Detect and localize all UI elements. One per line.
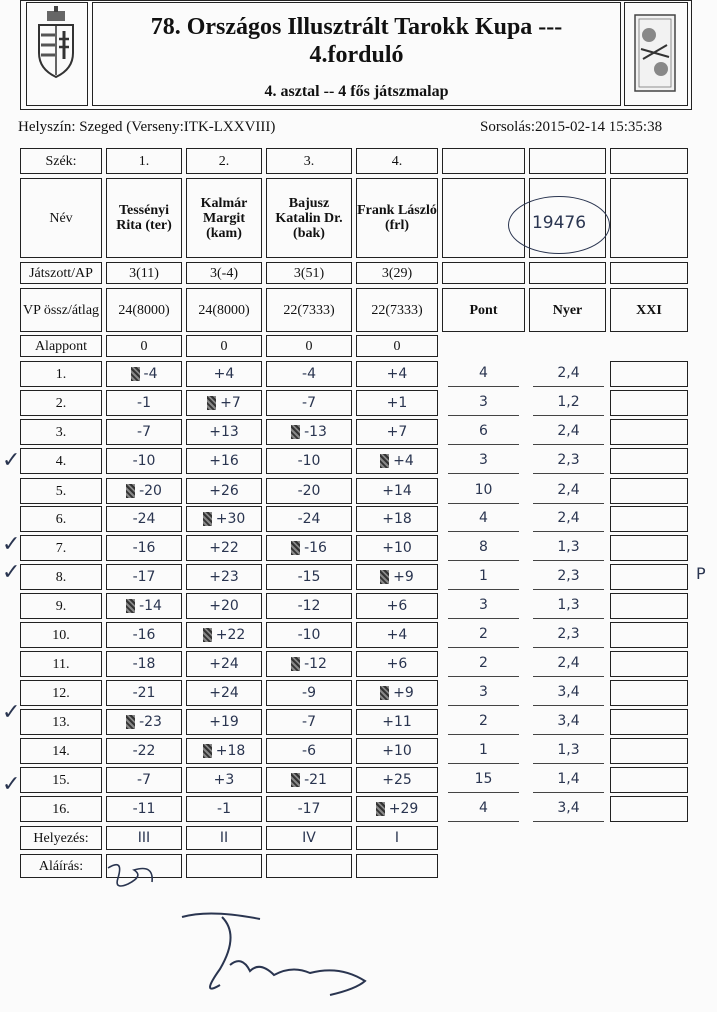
score-cell <box>356 680 438 706</box>
score-value: -7 <box>302 394 316 411</box>
score-value: -10 <box>297 452 321 469</box>
pont-value: 4 <box>448 796 519 822</box>
round-number: 14. <box>20 738 102 764</box>
score-cell <box>356 478 438 504</box>
player-name: Frank László (frl) <box>356 178 438 258</box>
empty-cell <box>442 148 525 174</box>
pont-value: 10 <box>448 478 519 504</box>
score-value: +9 <box>393 684 414 701</box>
score-cell <box>106 361 182 387</box>
score-value: +16 <box>209 452 239 469</box>
pont-value: 1 <box>448 564 519 590</box>
margin-tick: ✓ <box>2 448 21 473</box>
margin-mark: P <box>696 564 706 583</box>
score-cell <box>266 709 352 735</box>
score-cell <box>186 738 262 764</box>
score-value: -21 <box>304 771 327 788</box>
score-cell <box>106 419 182 445</box>
score-value: -24 <box>297 510 321 527</box>
score-value: +7 <box>386 423 408 440</box>
vp-label: VP össz/átlag <box>20 288 102 332</box>
pont-value: 3 <box>448 680 519 706</box>
score-value: +13 <box>209 423 239 440</box>
score-value: +1 <box>386 394 408 411</box>
score-value: +4 <box>386 626 408 643</box>
score-cell <box>186 361 262 387</box>
score-cell <box>106 767 182 793</box>
score-value: -22 <box>132 742 156 759</box>
dealer-mark-icon <box>291 541 300 555</box>
score-cell <box>266 680 352 706</box>
score-cell <box>356 593 438 619</box>
score-cell <box>186 506 262 532</box>
place-label: Helyezés: <box>20 826 102 850</box>
score-value: +26 <box>209 482 239 499</box>
score-value: -20 <box>139 482 162 499</box>
dealer-mark-icon <box>291 657 300 671</box>
player-name: Kalmár Margit (kam) <box>186 178 262 258</box>
xxi-cell <box>610 478 688 504</box>
pont-value: 8 <box>448 535 519 561</box>
xxi-cell <box>610 738 688 764</box>
seat-number: 4. <box>356 148 438 174</box>
round-number: 3. <box>20 419 102 445</box>
score-value: -23 <box>139 713 162 730</box>
pont-value: 15 <box>448 767 519 793</box>
empty-cell <box>529 262 606 284</box>
round-number: 1. <box>20 361 102 387</box>
margin-tick: ✓ <box>2 700 21 725</box>
score-value: -18 <box>132 655 156 672</box>
nyer-value: 2,4 <box>533 506 604 532</box>
played-value: 3(51) <box>266 262 352 284</box>
score-value: -12 <box>297 597 321 614</box>
score-cell <box>266 506 352 532</box>
score-value: +24 <box>209 655 239 672</box>
score-value: -16 <box>132 539 156 556</box>
score-cell <box>186 478 262 504</box>
location-text: Helyszín: Szeged (Verseny:ITK-LXXVIII) <box>18 119 276 135</box>
score-value: -17 <box>132 568 156 585</box>
place-value: I <box>356 826 438 850</box>
signature-cell <box>356 854 438 878</box>
score-value: -7 <box>137 423 151 440</box>
nyer-value: 1,3 <box>533 535 604 561</box>
score-value: -10 <box>297 626 321 643</box>
nyer-value: 2,4 <box>533 478 604 504</box>
played-value: 3(-4) <box>186 262 262 284</box>
score-cell <box>356 767 438 793</box>
score-cell <box>266 767 352 793</box>
score-cell <box>186 680 262 706</box>
empty-cell <box>610 148 688 174</box>
score-cell <box>356 535 438 561</box>
dealer-mark-icon <box>203 744 212 758</box>
score-value: +4 <box>386 365 408 382</box>
score-cell <box>106 651 182 677</box>
nyer-value: 3,4 <box>533 709 604 735</box>
dealer-mark-icon <box>203 512 212 526</box>
score-cell <box>106 535 182 561</box>
nyer-value: 1,4 <box>533 767 604 793</box>
score-cell <box>266 478 352 504</box>
round-number: 5. <box>20 478 102 504</box>
score-cell <box>266 390 352 416</box>
score-cell <box>106 506 182 532</box>
score-value: +30 <box>215 510 246 527</box>
score-cell <box>356 709 438 735</box>
score-value: -14 <box>139 597 162 614</box>
score-cell <box>106 622 182 648</box>
coat-of-arms <box>26 2 88 106</box>
dealer-mark-icon <box>291 773 300 787</box>
score-value: -9 <box>302 684 316 701</box>
seat-label: Szék: <box>20 148 102 174</box>
score-cell <box>106 448 182 474</box>
pont-value: 2 <box>448 651 519 677</box>
score-value: -21 <box>132 684 156 701</box>
score-cell <box>186 796 262 822</box>
xxi-cell <box>610 419 688 445</box>
score-cell <box>266 535 352 561</box>
initials-signature <box>104 858 164 894</box>
score-value: -12 <box>304 655 327 672</box>
nyer-value: 2,4 <box>533 361 604 387</box>
score-cell <box>266 361 352 387</box>
player-name: Bajusz Katalin Dr. (bak) <box>266 178 352 258</box>
dealer-mark-icon <box>380 454 389 468</box>
score-cell <box>266 419 352 445</box>
score-cell <box>356 738 438 764</box>
score-value: +25 <box>382 771 412 788</box>
score-value: -4 <box>143 365 158 382</box>
coat-of-arms-icon <box>27 3 85 103</box>
dealer-mark-icon <box>380 570 389 584</box>
score-cell <box>106 738 182 764</box>
score-cell <box>356 564 438 590</box>
score-value: -16 <box>304 539 327 556</box>
score-value: +22 <box>209 539 239 556</box>
score-cell <box>266 651 352 677</box>
base-value: 0 <box>356 335 438 357</box>
dealer-mark-icon <box>126 715 135 729</box>
xxi-cell <box>610 651 688 677</box>
score-value: +4 <box>213 365 235 382</box>
xxi-cell <box>610 680 688 706</box>
empty-cell <box>442 262 525 284</box>
vp-value: 22(7333) <box>356 288 438 332</box>
score-cell <box>186 419 262 445</box>
score-value: -7 <box>137 771 151 788</box>
xxi-cell <box>610 564 688 590</box>
xxi-cell <box>610 390 688 416</box>
xxi-cell <box>610 535 688 561</box>
vp-value: 24(8000) <box>186 288 262 332</box>
score-cell <box>356 448 438 474</box>
signature-cell <box>186 854 262 878</box>
round-number: 7. <box>20 535 102 561</box>
round-number: 15. <box>20 767 102 793</box>
score-value: +19 <box>209 713 239 730</box>
score-value: +6 <box>386 597 408 614</box>
pont-value: 4 <box>448 361 519 387</box>
xxi-cell <box>610 622 688 648</box>
place-value: III <box>106 826 182 850</box>
place-value: II <box>186 826 262 850</box>
round-number: 10. <box>20 622 102 648</box>
xxi-cell <box>610 448 688 474</box>
signature <box>180 905 380 1000</box>
signature-cell <box>266 854 352 878</box>
score-value: +7 <box>220 394 241 411</box>
score-value: +11 <box>382 713 412 730</box>
nyer-value: 3,4 <box>533 680 604 706</box>
pont-value: 2 <box>448 709 519 735</box>
score-value: -13 <box>304 423 327 440</box>
seat-number: 3. <box>266 148 352 174</box>
score-cell <box>356 796 438 822</box>
score-value: +18 <box>382 510 412 527</box>
nyer-value: 2,3 <box>533 564 604 590</box>
score-cell <box>186 651 262 677</box>
round-number: 16. <box>20 796 102 822</box>
score-value: +29 <box>388 800 419 817</box>
score-cell <box>106 593 182 619</box>
margin-tick: ✓ <box>2 560 21 585</box>
score-cell <box>186 709 262 735</box>
nyer-header: Nyer <box>529 288 606 332</box>
vp-value: 22(7333) <box>266 288 352 332</box>
score-value: +10 <box>382 539 412 556</box>
score-cell <box>266 738 352 764</box>
score-cell <box>356 651 438 677</box>
dealer-mark-icon <box>291 425 300 439</box>
empty-cell <box>610 262 688 284</box>
score-cell <box>266 622 352 648</box>
score-cell <box>186 767 262 793</box>
draw-time-text: Sorsolás:2015-02-14 15:35:38 <box>480 119 663 135</box>
score-value: -1 <box>217 800 231 817</box>
base-value: 0 <box>186 335 262 357</box>
tarot-card <box>624 2 688 106</box>
score-cell <box>356 622 438 648</box>
base-label: Alappont <box>20 335 102 357</box>
score-value: +18 <box>215 742 246 759</box>
xxi-cell <box>610 593 688 619</box>
score-value: -24 <box>132 510 156 527</box>
score-value: +9 <box>393 568 414 585</box>
round-number: 11. <box>20 651 102 677</box>
score-value: -15 <box>297 568 321 585</box>
pont-value: 6 <box>448 419 519 445</box>
player-name: Tessényi Rita (ter) <box>106 178 182 258</box>
score-cell <box>106 796 182 822</box>
pont-value: 1 <box>448 738 519 764</box>
score-value: +14 <box>382 482 412 499</box>
round-number: 12. <box>20 680 102 706</box>
score-cell <box>186 390 262 416</box>
margin-tick: ✓ <box>2 532 21 557</box>
dealer-mark-icon <box>380 686 389 700</box>
played-label: Játszott/AP <box>20 262 102 284</box>
score-value: -6 <box>302 742 316 759</box>
score-value: -4 <box>302 365 316 382</box>
dealer-mark-icon <box>376 802 385 816</box>
round-number: 2. <box>20 390 102 416</box>
score-cell <box>106 478 182 504</box>
vp-value: 24(8000) <box>106 288 182 332</box>
pont-value: 3 <box>448 448 519 474</box>
score-cell <box>186 564 262 590</box>
seat-number: 2. <box>186 148 262 174</box>
nyer-value: 2,4 <box>533 419 604 445</box>
nyer-value: 1,3 <box>533 593 604 619</box>
score-cell <box>186 448 262 474</box>
page-subtitle: 4. asztal -- 4 fős játszmalap <box>264 83 449 100</box>
xxi-cell <box>610 506 688 532</box>
score-value: +20 <box>209 597 239 614</box>
signature-label: Aláírás: <box>20 854 102 878</box>
score-value: -10 <box>132 452 156 469</box>
score-cell <box>356 390 438 416</box>
xxi-cell <box>610 767 688 793</box>
score-cell <box>356 361 438 387</box>
score-value: +24 <box>209 684 239 701</box>
score-value: -20 <box>297 482 321 499</box>
score-cell <box>106 680 182 706</box>
seat-number: 1. <box>106 148 182 174</box>
dealer-mark-icon <box>207 396 216 410</box>
pont-value: 2 <box>448 622 519 648</box>
xxi-cell <box>610 709 688 735</box>
pont-value: 3 <box>448 593 519 619</box>
title-block <box>92 2 621 106</box>
score-value: -16 <box>132 626 156 643</box>
dealer-mark-icon <box>126 484 135 498</box>
empty-cell <box>529 148 606 174</box>
round-number: 4. <box>20 448 102 474</box>
xxi-header: XXI <box>610 288 688 332</box>
score-cell <box>106 709 182 735</box>
round-number: 13. <box>20 709 102 735</box>
dealer-mark-icon <box>126 599 135 613</box>
base-value: 0 <box>106 335 182 357</box>
base-value: 0 <box>266 335 352 357</box>
margin-tick: ✓ <box>2 772 21 797</box>
played-value: 3(11) <box>106 262 182 284</box>
pont-value: 3 <box>448 390 519 416</box>
nyer-value: 2,3 <box>533 448 604 474</box>
xxi-cell <box>610 361 688 387</box>
pont-value: 4 <box>448 506 519 532</box>
score-cell <box>266 593 352 619</box>
dealer-mark-icon <box>131 367 140 381</box>
score-cell <box>106 564 182 590</box>
score-value: +22 <box>215 626 246 643</box>
score-cell <box>266 796 352 822</box>
name-label: Név <box>20 178 102 258</box>
place-value: IV <box>266 826 352 850</box>
score-value: +6 <box>386 655 408 672</box>
nyer-value: 1,3 <box>533 738 604 764</box>
score-cell <box>356 419 438 445</box>
played-value: 3(29) <box>356 262 438 284</box>
round-number: 6. <box>20 506 102 532</box>
score-value: +23 <box>209 568 239 585</box>
score-value: -1 <box>137 394 151 411</box>
xxi-cell <box>610 796 688 822</box>
round-number: 9. <box>20 593 102 619</box>
score-value: +10 <box>382 742 412 759</box>
dealer-mark-icon <box>203 628 212 642</box>
score-cell <box>356 506 438 532</box>
tarot-card-icon <box>625 3 685 103</box>
nyer-value: 2,3 <box>533 622 604 648</box>
handwritten-note: 19476 <box>531 213 587 233</box>
score-cell <box>186 622 262 648</box>
score-value: -7 <box>302 713 316 730</box>
nyer-value: 3,4 <box>533 796 604 822</box>
score-cell <box>186 535 262 561</box>
score-cell <box>106 390 182 416</box>
score-value: +4 <box>393 452 414 469</box>
score-value: +3 <box>213 771 235 788</box>
nyer-value: 1,2 <box>533 390 604 416</box>
round-number: 8. <box>20 564 102 590</box>
score-value: -11 <box>132 800 156 817</box>
score-cell <box>266 448 352 474</box>
score-cell <box>266 564 352 590</box>
score-value: -17 <box>297 800 321 817</box>
pont-header: Pont <box>442 288 525 332</box>
page-title: 78. Országos Illusztrált Tarokk Kupa --- 4.forduló <box>150 14 563 68</box>
nyer-value: 2,4 <box>533 651 604 677</box>
score-cell <box>186 593 262 619</box>
empty-cell <box>610 178 688 258</box>
